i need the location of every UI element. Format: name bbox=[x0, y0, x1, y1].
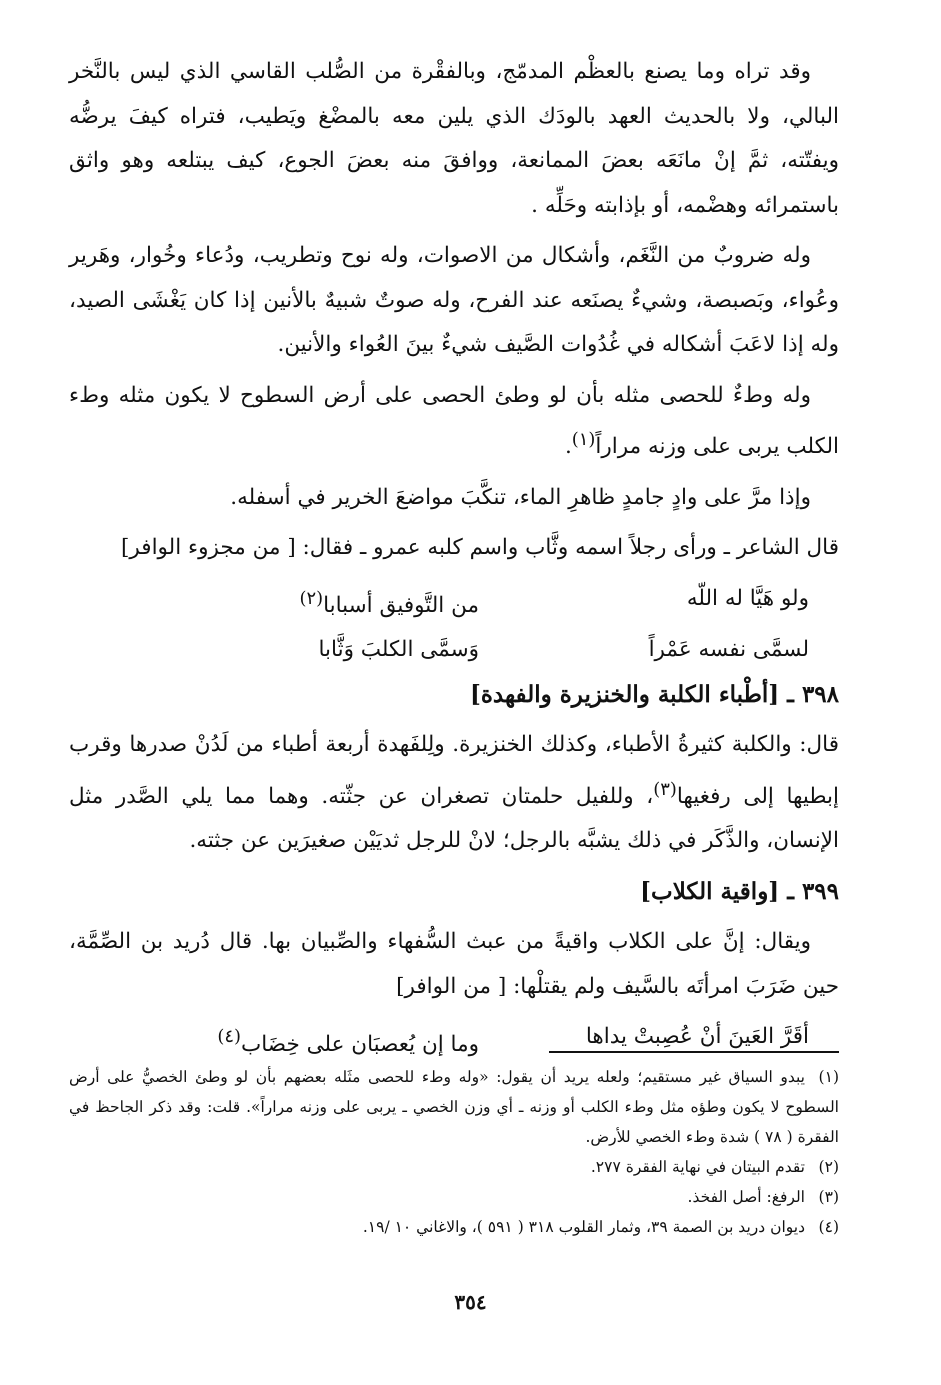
page-number: ٣٥٤ bbox=[454, 1290, 487, 1314]
paragraph-6-text-a: قال: والكلبة كثيرةُ الأطباء، وكذلك الخنزيرة. ولِلفَهدة أربعة أطباء من لَدُنْ صدرها وقرب إبطيها إلى رفغيها bbox=[69, 732, 839, 809]
hemistich-text: وما إن يُعصبَان على خِضَاب bbox=[241, 1031, 479, 1057]
footnote-number: (٢) bbox=[818, 1158, 839, 1176]
section-heading-399: ٣٩٩ ـ [واقية الكلاب] bbox=[640, 877, 839, 905]
footnote-ref-1: (١) bbox=[571, 429, 596, 450]
hemistich: وَسمَّى الكلبَ وَثَّابا bbox=[318, 637, 479, 663]
hemistich bbox=[217, 1015, 479, 1067]
footnote-ref-3: (٣) bbox=[653, 778, 677, 800]
paragraph-1: وقد تراه وما يصنع بالعظْم المدمّج، وبالفقْرة من الصُّلب القاسي الذي ليس بالنَّخر البالي، ولا بالحديث العهد بالودَك الذي يلين معه بالمضْغ ويَطيب، فتراه كيفَ يرضُّه ويفتّته، ثمَّ إنْ مانَعَه بعضَ الممانعة، ووافقَ منه بعضَ الجوع، كيف يبتلعه وهو واثق باستمرائه وهضْمه، أو بإذابته وحَلِّه . bbox=[69, 59, 839, 218]
hemistich: أقَرَّ العَينَ أنْ عُصِبتْ يداها bbox=[585, 1024, 809, 1050]
paragraph-7: ويقال: إنَّ على الكلاب واقيةً من عبث السُّفهاء والصِّبيان بها. قال دُريد بن الصِّمَّة، حين ضَرَبَ امرأتَه بالسَّيف ولم يقتلْها: [ من الوافر] bbox=[69, 929, 839, 999]
footnote-ref-4: (٤) bbox=[217, 1026, 242, 1048]
footnote-number: (٤) bbox=[818, 1218, 839, 1236]
footnote-text: تقدم البيتان في نهاية الفقرة ٢٧٧. bbox=[590, 1158, 805, 1176]
paragraph-3-text: وله وطءٌ للحصى مثله بأن لو وطئ الحصى على أرض السطوح لا يكون مثله وطء الكلب يربى على وزنه مراراً bbox=[69, 382, 839, 460]
footnote-1 bbox=[69, 1062, 839, 1152]
paragraph-6-text-b: ، وللفيل حلمتان تصغران عن جثّته. وهما مما يلي الصَّدر مثل الإنسان، والذَّكَر في ذلك يشبَّه بالرجل؛ لانْ للرجل ثديَيْن صغيرَين عن جثته. bbox=[69, 783, 839, 854]
verse-2-line-1 bbox=[69, 1015, 809, 1067]
footnote-number: (١) bbox=[818, 1068, 839, 1086]
paragraph-3-end: . bbox=[564, 434, 572, 460]
footnote-text: الرفغ: أصل الفخذ. bbox=[687, 1188, 805, 1206]
paragraph-2: وله ضروبٌ من النَّغَم، وأشكال من الاصوات، وله نوح وتطريب، ودُعاء وخُوار، وهَرير وعُواء، وبَصبصة، وشيءٌ يصنَعه عند الفرح، وله صوتٌ شبيهٌ بالأنين إذا كان يَغْشَى الصيد، وله إذا لاعَبَ أشكاله في غُدُوات الصَّيف شيءٌ بينَ العُواء والأنين. bbox=[69, 243, 839, 357]
footnote-4 bbox=[69, 1212, 839, 1242]
paragraph-3 bbox=[69, 374, 839, 470]
footnote-3 bbox=[69, 1182, 839, 1212]
hemistich-text: من التَّوفيق أسبابا bbox=[323, 592, 479, 618]
verse-1-line-2 bbox=[69, 628, 809, 673]
footnote-2 bbox=[69, 1152, 839, 1182]
footnote-text: يبدو السياق غير مستقيم؛ ولعله يريد أن يقول: «وله وطء للحصى مثَله بعضهم بأن لو وطئ الخصيُّ على أرض السطوح لا يكون وطؤه مثل وطء الكلب أو وزنه ـ أي وزن الخصي ـ يربى على وزنه مراراً». قلت: وقد ذكر الجاحظ في الفقرة ( ٧٨ ) شدة وطء الخصي للأرض. bbox=[69, 1068, 839, 1146]
hemistich: لسمَّى نفسه عَمْراً bbox=[648, 637, 809, 663]
hemistich bbox=[299, 577, 479, 629]
footnotes bbox=[69, 1062, 839, 1242]
section-heading-398: ٣٩٨ ـ [أطْباء الكلبة والخنزيرة والفهدة] bbox=[469, 680, 839, 708]
hemistich: ولو هَيَّا له اللّه bbox=[686, 585, 809, 611]
paragraph-4: وإذا مرَّ على وادٍ جامدٍ ظاهرِ الماء، تنكَّبَ مواضعَ الخرير في أسفله. bbox=[230, 484, 811, 510]
footnote-text: ديوان دريد بن الصمة ٣٩، وثمار القلوب ٣١٨ ( ٥٩١ )، والاغاني ١٠ /١٩. bbox=[362, 1218, 805, 1236]
footnote-ref-2: (٢) bbox=[299, 587, 324, 609]
main-text bbox=[69, 50, 839, 1067]
footnote-divider bbox=[549, 1051, 839, 1053]
verse-1-line-1 bbox=[69, 577, 809, 629]
footnote-number: (٣) bbox=[818, 1188, 839, 1206]
paragraph-6 bbox=[69, 723, 839, 864]
paragraph-5: قال الشاعر ـ ورأى رجلاً اسمه وثَّاب واسم كلبه عمرو ـ فقال: [ من مجزوء الوافر] bbox=[121, 535, 839, 561]
